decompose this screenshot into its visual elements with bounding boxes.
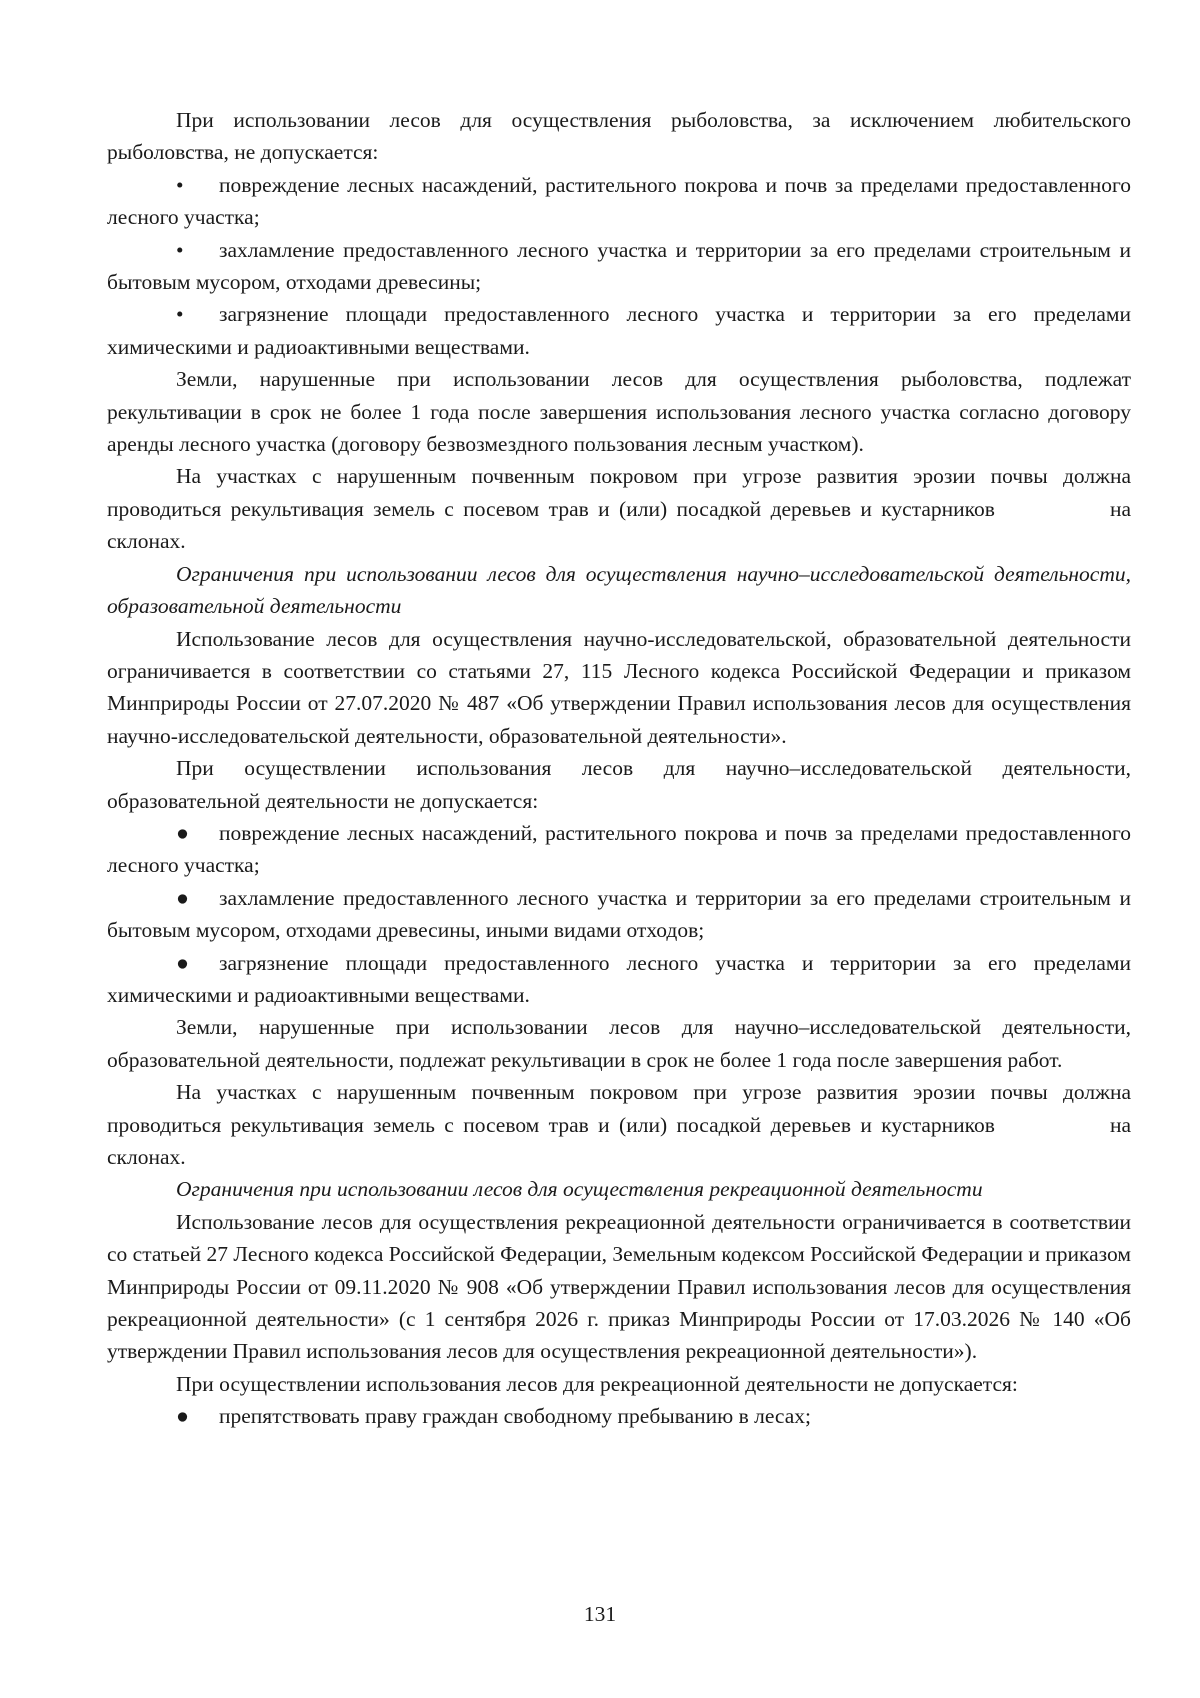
page-body	[107, 104, 1131, 1433]
list-item-text: загрязнение площади предоставленного лесного участка и территории за его пределами химическими и радиоактивными веществами.	[107, 302, 1131, 359]
paragraph-recreation-basis: Использование лесов для осуществления рекреационной деятельности ограничивается в соответствии со статьей 27 Лесного кодекса Российской Федерации, Земельным кодексом Российской Федерации и приказом Минприроды России от 09.11.2020 № 908 «Об утверждении Правил использования лесов для осуществления рекреационной деятельности» (с 1 сентября 2026 г. приказ Минприроды России от 17.03.2026 № 140 «Об утверждении Правил использования лесов для осуществления рекреационной деятельности»).	[107, 1209, 1131, 1364]
bullet-icon: ●	[176, 950, 189, 975]
section-heading-recreation: Ограничения при использовании лесов для осуществления рекреационной деятельности	[176, 1177, 983, 1202]
paragraph-research-erosion	[107, 1076, 1131, 1173]
bullet-icon: •	[176, 237, 184, 262]
list-item-text: захламление предоставленного лесного участка и территории за его пределами строительным и бытовым мусором, отходами древесины;	[107, 237, 1131, 295]
list-item-fishing-damage	[107, 169, 1131, 234]
list-item-text: повреждение лесных насаждений, растительного покрова и почв за пределами предоставленного лесного участка;	[107, 820, 1131, 878]
bullet-icon: ●	[176, 885, 189, 910]
bullet-icon: •	[176, 172, 184, 197]
paragraph-recreation-intro: При осуществлении использования лесов для рекреационной деятельности не допускается:	[176, 1371, 1018, 1396]
list-item-fishing-litter	[107, 234, 1131, 299]
list-item-text: загрязнение площади предоставленного лесного участка и территории за его пределами химическими и радиоактивными веществами.	[107, 950, 1131, 1007]
list-item-recreation-access	[107, 1400, 1131, 1432]
paragraph-research-basis: Использование лесов для осуществления научно-исследовательской, образовательной деятельности ограничивается в соответствии со статьями 27, 115 Лесного кодекса Российской Федерации и приказом Минприроды России от 27.07.2020 № 487 «Об утверждении Правил использования лесов для осуществления научно-исследовательской деятельности, образовательной деятельности».	[107, 626, 1131, 748]
list-item-text: препятствовать праву граждан свободному пребыванию в лесах;	[219, 1404, 811, 1429]
paragraph-fishing-intro: При использовании лесов для осуществления рыболовства, за исключением любительского рыболовства, не допускается:	[107, 108, 1131, 165]
bullet-icon: ●	[176, 820, 189, 845]
paragraph-fishing-erosion	[107, 460, 1131, 557]
erosion-text: На участках с нарушенным почвенным покровом при угрозе развития эрозии почвы должна проводиться рекультивация земель с посевом трав и (или) посадкой деревьев и кустарников	[107, 1080, 1131, 1137]
list-item-research-litter	[107, 882, 1131, 947]
paragraph-research-reclamation: Земли, нарушенные при использовании лесов для научно–исследовательской деятельности, образовательной деятельности, подлежат рекультивации в срок не более 1 года после завершения работ.	[107, 1015, 1131, 1072]
erosion-text: На участках с нарушенным почвенным покровом при угрозе развития эрозии почвы должна проводиться рекультивация земель с посевом трав и (или) посадкой деревьев и кустарников	[107, 464, 1131, 521]
paragraph-research-intro: При осуществлении использования лесов для научно–исследовательской деятельности, образовательной деятельности не допускается:	[107, 756, 1131, 813]
list-item-fishing-pollution	[107, 298, 1131, 363]
paragraph-fishing-reclamation: Земли, нарушенные при использовании лесов для осуществления рыболовства, подлежат рекультивации в срок не более 1 года после завершения использования лесного участка согласно договору аренды лесного участка (договору безвозмездного пользования лесным участком).	[107, 367, 1131, 457]
list-item-research-pollution	[107, 947, 1131, 1012]
list-item-text: захламление предоставленного лесного участка и территории за его пределами строительным и бытовым мусором, отходами древесины, иными видами отходов;	[107, 885, 1131, 943]
page-number: 131	[583, 1602, 617, 1626]
bullet-icon: ●	[176, 1404, 189, 1429]
list-item-research-damage	[107, 817, 1131, 882]
erosion-text-end: на склонах.	[107, 496, 1131, 554]
list-item-text: повреждение лесных насаждений, растительного покрова и почв за пределами предоставленного лесного участка;	[107, 172, 1131, 230]
section-heading-research: Ограничения при использовании лесов для осуществления научно–исследовательской деятельности, образовательной деятельности	[107, 561, 1131, 619]
bullet-icon: •	[176, 302, 184, 327]
erosion-text-end: на склонах.	[107, 1112, 1131, 1169]
